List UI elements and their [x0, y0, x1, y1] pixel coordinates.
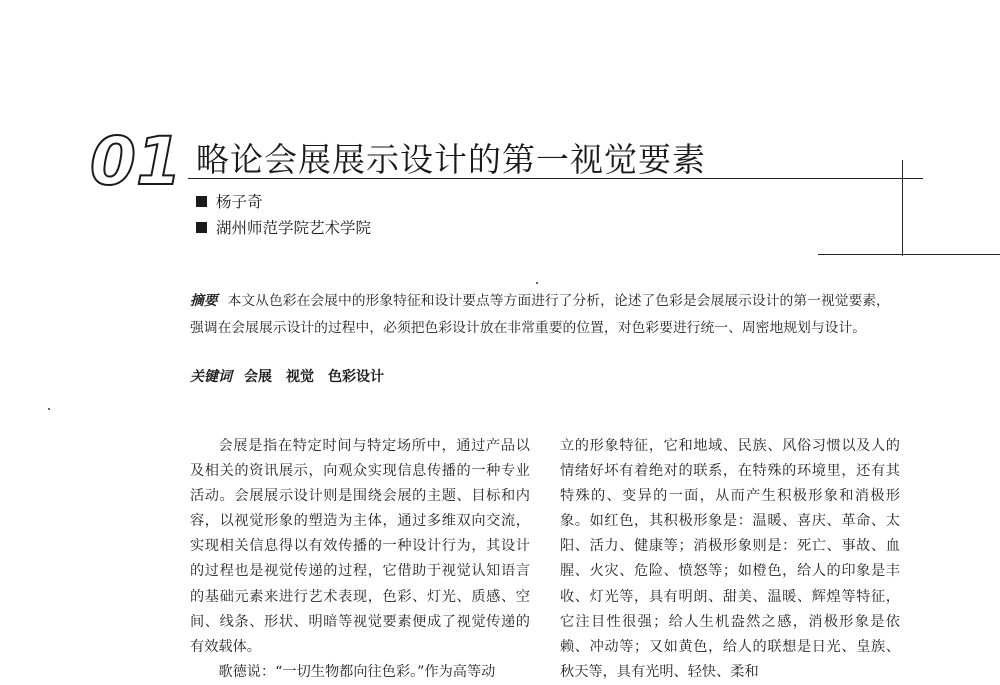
keywords: [190, 366, 398, 386]
bullet-square-icon: [196, 196, 207, 207]
body-paragraph: 立的形象特征，它和地域、民族、风俗习惯以及人的情绪好坏有着绝对的联系，在特殊的环境里，还有其特殊的、变异的一面，从而产生积极形象和消极形象。如红色，其积极形象是：温暖、喜庆、革命、太阳、活力、健康等；消极形象则是：死亡、事故、血腥、火灾、危险、愤怒等；如橙色，给人的印象是丰收、灯光等，具有明朗、甜美、温暖、辉煌等特征，它注目性很强；给人生机盎然之感，消极形象是依赖、冲动等；又如黄色，给人的联想是日光、皇族、秋天等，具有光明、轻快、柔和: [560, 438, 900, 680]
author-name: 杨子奇: [216, 193, 263, 211]
vertical-rule: [902, 160, 903, 256]
keyword: 会展: [244, 369, 272, 385]
affiliation: 湖州师范学院艺术学院: [216, 219, 372, 237]
body-column-left: [190, 434, 530, 685]
author-line: [196, 190, 263, 212]
bullet-square-icon: [196, 222, 207, 233]
abstract-label: 摘要: [190, 293, 218, 309]
keyword: 视觉: [286, 369, 314, 385]
body-column-right: [560, 434, 900, 685]
keyword: 色彩设计: [328, 369, 384, 385]
abstract: [190, 288, 902, 342]
scan-speck: [48, 408, 50, 410]
body-paragraph: 会展是指在特定时间与特定场所中，通过产品以及相关的资讯展示，向观众实现信息传播的一种专业活动。会展展示设计则是围绕会展的主题、目标和内容，以视觉形象的塑造为主体，通过多维双向交流，实现相关信息得以有效传播的一种设计行为，其设计的过程也是视觉传递的过程，它借助于视觉认知语言的基础元素来进行艺术表现，色彩、灯光、质感、空间、线条、形状、明暗等视觉要素便成了视觉传递的有效载体。: [190, 438, 530, 655]
section-number: [88, 120, 193, 198]
section-number-text: 01: [90, 123, 182, 198]
bottom-rule: [818, 254, 1000, 255]
title-rule: [188, 178, 923, 179]
keywords-label: 关键词: [190, 369, 232, 385]
abstract-text: 本文从色彩在会展中的形象特征和设计要点等方面进行了分析，论述了色彩是会展展示设计的第一视觉要素，强调在会展展示设计的过程中，必须把色彩设计放在非常重要的位置，对色彩要进行统一、周密地规划与设计。: [190, 293, 890, 336]
paper-title: 略论会展展示设计的第一视觉要素: [196, 140, 706, 179]
scan-speck: [536, 282, 538, 284]
affiliation-line: [196, 216, 371, 238]
body-paragraph: 歌德说：“一切生物都向往色彩。”作为高等动: [218, 663, 496, 680]
